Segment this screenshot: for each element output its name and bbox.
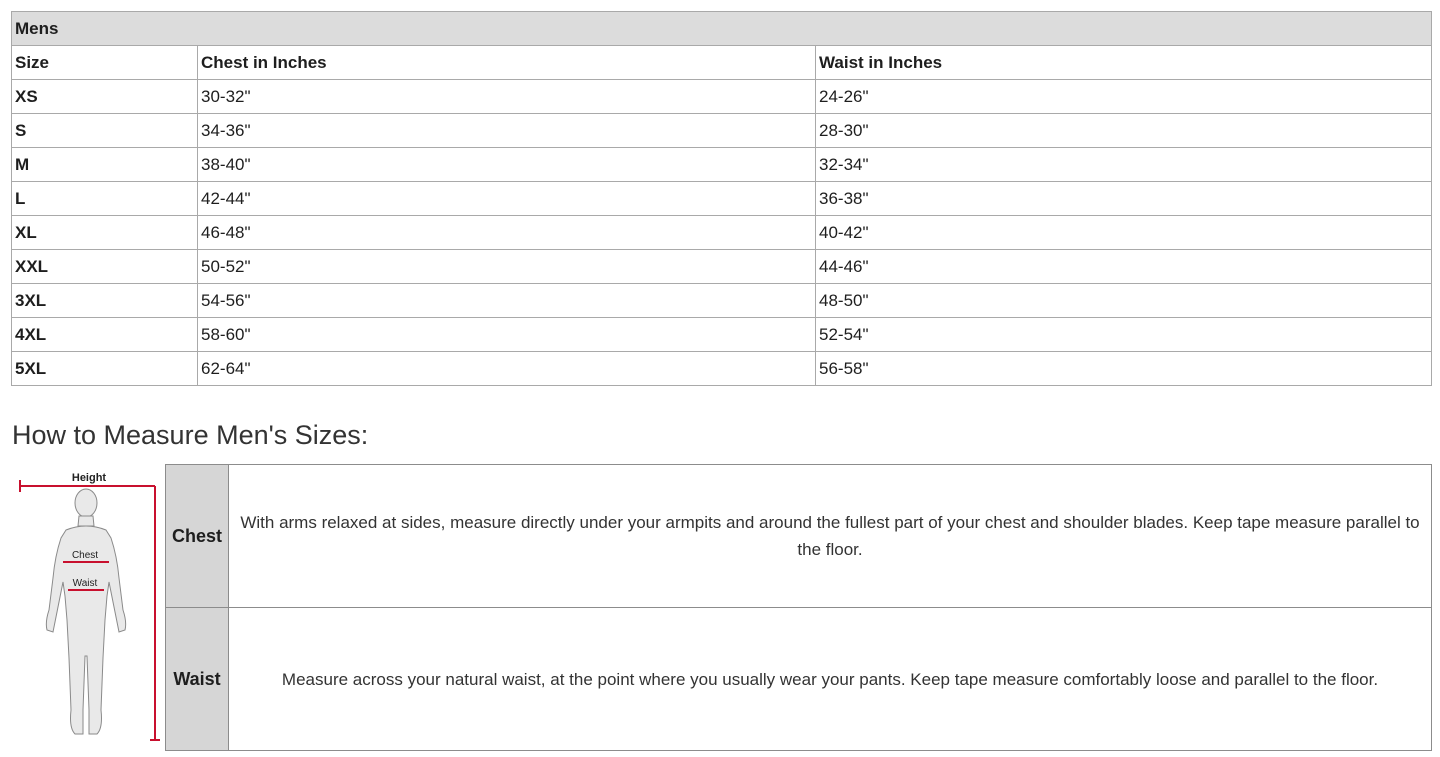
how-to-measure-heading: How to Measure Men's Sizes:	[12, 420, 369, 450]
waist-cell: 56-58"	[816, 352, 1432, 386]
size-cell: M	[12, 148, 198, 182]
instruction-row	[166, 608, 1432, 751]
header-size: Size	[12, 46, 198, 80]
instruction-label: Chest	[166, 465, 229, 608]
size-chart-table	[11, 11, 1432, 386]
waist-cell: 52-54"	[816, 318, 1432, 352]
measurement-instructions-table	[165, 464, 1432, 751]
instruction-label: Waist	[166, 608, 229, 751]
waist-cell: 36-38"	[816, 182, 1432, 216]
waist-cell: 32-34"	[816, 148, 1432, 182]
chest-cell: 46-48"	[198, 216, 816, 250]
table-row	[12, 216, 1432, 250]
chest-cell: 38-40"	[198, 148, 816, 182]
chest-cell: 30-32"	[198, 80, 816, 114]
size-cell: XS	[12, 80, 198, 114]
table-title-row	[12, 12, 1432, 46]
table-row	[12, 114, 1432, 148]
header-waist: Waist in Inches	[816, 46, 1432, 80]
size-cell: 3XL	[12, 284, 198, 318]
table-row	[12, 250, 1432, 284]
waist-cell: 48-50"	[816, 284, 1432, 318]
table-row	[12, 318, 1432, 352]
chest-cell: 50-52"	[198, 250, 816, 284]
waist-cell: 24-26"	[816, 80, 1432, 114]
body-silhouette-icon	[46, 489, 125, 734]
instruction-row	[166, 465, 1432, 608]
waist-label: Waist	[72, 578, 98, 589]
chest-label: Chest	[71, 550, 99, 561]
size-cell: L	[12, 182, 198, 216]
waist-cell: 44-46"	[816, 250, 1432, 284]
waist-cell: 40-42"	[816, 216, 1432, 250]
header-chest: Chest in Inches	[198, 46, 816, 80]
table-row	[12, 352, 1432, 386]
table-row	[12, 182, 1432, 216]
waist-cell: 28-30"	[816, 114, 1432, 148]
size-cell: 4XL	[12, 318, 198, 352]
chest-cell: 62-64"	[198, 352, 816, 386]
chest-cell: 34-36"	[198, 114, 816, 148]
size-cell: 5XL	[12, 352, 198, 386]
instruction-description: With arms relaxed at sides, measure directly under your armpits and around the fullest part of your chest and shoulder blades. Keep tape measure parallel to the floor.	[229, 465, 1432, 608]
table-header-row	[12, 46, 1432, 80]
height-label: Height	[71, 472, 107, 484]
chest-cell: 54-56"	[198, 284, 816, 318]
size-cell: S	[12, 114, 198, 148]
size-cell: XXL	[12, 250, 198, 284]
table-row	[12, 284, 1432, 318]
table-row	[12, 148, 1432, 182]
chest-cell: 42-44"	[198, 182, 816, 216]
body-measurement-figure	[13, 470, 163, 752]
size-cell: XL	[12, 216, 198, 250]
table-title: Mens	[12, 12, 1432, 46]
chest-cell: 58-60"	[198, 318, 816, 352]
instruction-description: Measure across your natural waist, at the point where you usually wear your pants. Keep tape measure comfortably loose and parallel to the floor.	[229, 608, 1432, 751]
table-row	[12, 80, 1432, 114]
